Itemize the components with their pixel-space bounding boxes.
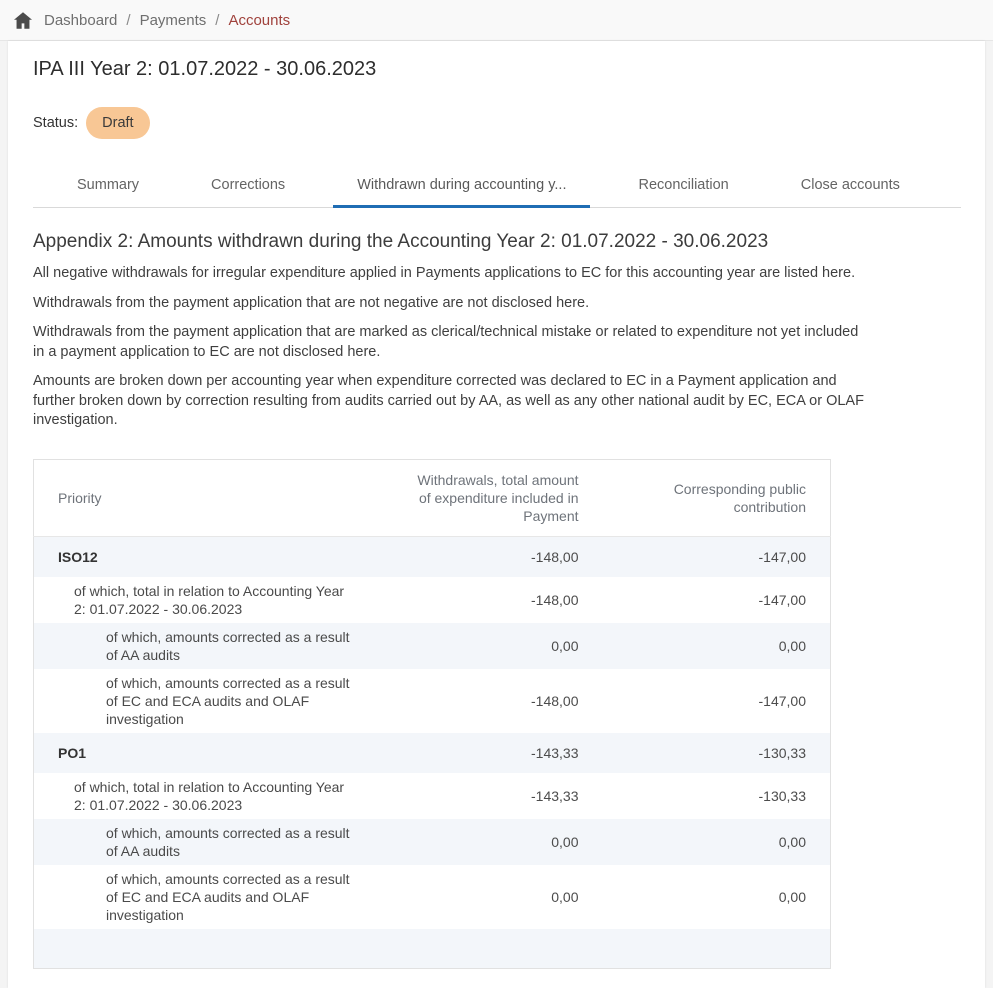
withdrawals-cell: -148,00 — [531, 591, 579, 608]
table-row — [34, 669, 831, 733]
withdrawals-cell — [379, 929, 603, 969]
table-row — [34, 819, 831, 865]
breadcrumb-item-accounts: Accounts — [228, 11, 291, 29]
section-heading: Appendix 2: Amounts withdrawn during the Accounting Year 2: 01.07.2022 - 30.06.2023 — [33, 231, 769, 252]
withdrawals-cell: -143,33 — [531, 744, 579, 761]
page-title: IPA III Year 2: 01.07.2022 - 30.06.2023 — [33, 58, 377, 80]
section-description — [33, 264, 961, 431]
contribution-cell: 0,00 — [778, 637, 806, 654]
withdrawals-cell: -148,00 — [531, 692, 579, 709]
breadcrumb-separator: / — [126, 11, 131, 29]
priority-cell: ISO12 — [58, 548, 98, 565]
description-paragraph: Amounts are broken down per accounting year when expenditure corrected was declared to EC in a Payment application and further broken down by correction resulting from audits carried out by AA, as well as any other national audit by EC, ECA or OLAF investigation. — [33, 373, 864, 428]
table-header-row — [34, 459, 831, 536]
column-header-withdrawals: Withdrawals, total amount of expenditure included in Payment — [379, 459, 603, 536]
contribution-cell — [603, 929, 831, 969]
home-icon[interactable] — [14, 12, 32, 29]
breadcrumb-bar — [0, 0, 993, 41]
table-row — [34, 865, 831, 929]
table-row — [34, 929, 831, 969]
table-row — [34, 536, 831, 577]
breadcrumb-item-dashboard[interactable]: Dashboard — [44, 11, 118, 29]
column-header-priority: Priority — [34, 459, 379, 536]
priority-cell: of which, amounts corrected as a result of EC and ECA audits and OLAF investigation — [106, 674, 350, 727]
withdrawals-cell: -148,00 — [531, 548, 579, 565]
tab-summary[interactable]: Summary — [77, 177, 140, 193]
tab-corrections[interactable]: Corrections — [211, 177, 286, 193]
tab-bar — [33, 165, 961, 208]
breadcrumb-item-payments[interactable]: Payments — [139, 11, 207, 29]
description-paragraph: All negative withdrawals for irregular expenditure applied in Payments applications to EC for this accounting year are listed here. — [33, 265, 856, 281]
table-row — [34, 773, 831, 819]
contribution-cell: -147,00 — [758, 548, 806, 565]
content-card — [8, 41, 985, 988]
priority-cell: of which, total in relation to Accounting Year 2: 01.07.2022 - 30.06.2023 — [74, 778, 345, 813]
contribution-cell: -130,33 — [758, 744, 806, 761]
breadcrumb-separator: / — [215, 11, 220, 29]
table-row — [34, 733, 831, 773]
status-row — [33, 107, 961, 139]
priority-cell: of which, amounts corrected as a result of AA audits — [106, 824, 350, 859]
status-badge: Draft — [86, 107, 149, 139]
description-paragraph: Withdrawals from the payment application that are not negative are not disclosed here. — [33, 294, 590, 311]
status-label: Status: — [33, 115, 79, 131]
withdrawals-cell: -143,33 — [531, 787, 579, 804]
tab-reconciliation[interactable]: Reconciliation — [638, 177, 729, 193]
column-header-contribution: Corresponding public contribution — [603, 459, 831, 536]
withdrawals-cell: 0,00 — [551, 888, 579, 905]
priority-cell: of which, amounts corrected as a result of AA audits — [106, 628, 350, 663]
tab-withdrawn-during-accounting-y[interactable]: Withdrawn during accounting y... — [333, 165, 590, 208]
contribution-cell: -147,00 — [758, 591, 806, 608]
tab-close-accounts[interactable]: Close accounts — [800, 177, 900, 193]
priority-cell — [34, 929, 379, 969]
withdrawals-table — [33, 459, 831, 970]
contribution-cell: 0,00 — [778, 833, 806, 850]
contribution-cell: -147,00 — [758, 692, 806, 709]
table-row — [34, 577, 831, 623]
priority-cell: of which, total in relation to Accounting Year 2: 01.07.2022 - 30.06.2023 — [74, 582, 345, 617]
withdrawals-cell: 0,00 — [551, 637, 579, 654]
table-row — [34, 623, 831, 669]
priority-cell: PO1 — [58, 744, 87, 761]
breadcrumb — [44, 12, 290, 29]
contribution-cell: 0,00 — [778, 888, 806, 905]
contribution-cell: -130,33 — [758, 787, 806, 804]
description-paragraph: Withdrawals from the payment application that are marked as clerical/technical mistake or related to expenditure not yet included in a payment application to EC are not disclosed here. — [33, 324, 859, 360]
withdrawals-cell: 0,00 — [551, 833, 579, 850]
priority-cell: of which, amounts corrected as a result of EC and ECA audits and OLAF investigation — [106, 870, 350, 923]
